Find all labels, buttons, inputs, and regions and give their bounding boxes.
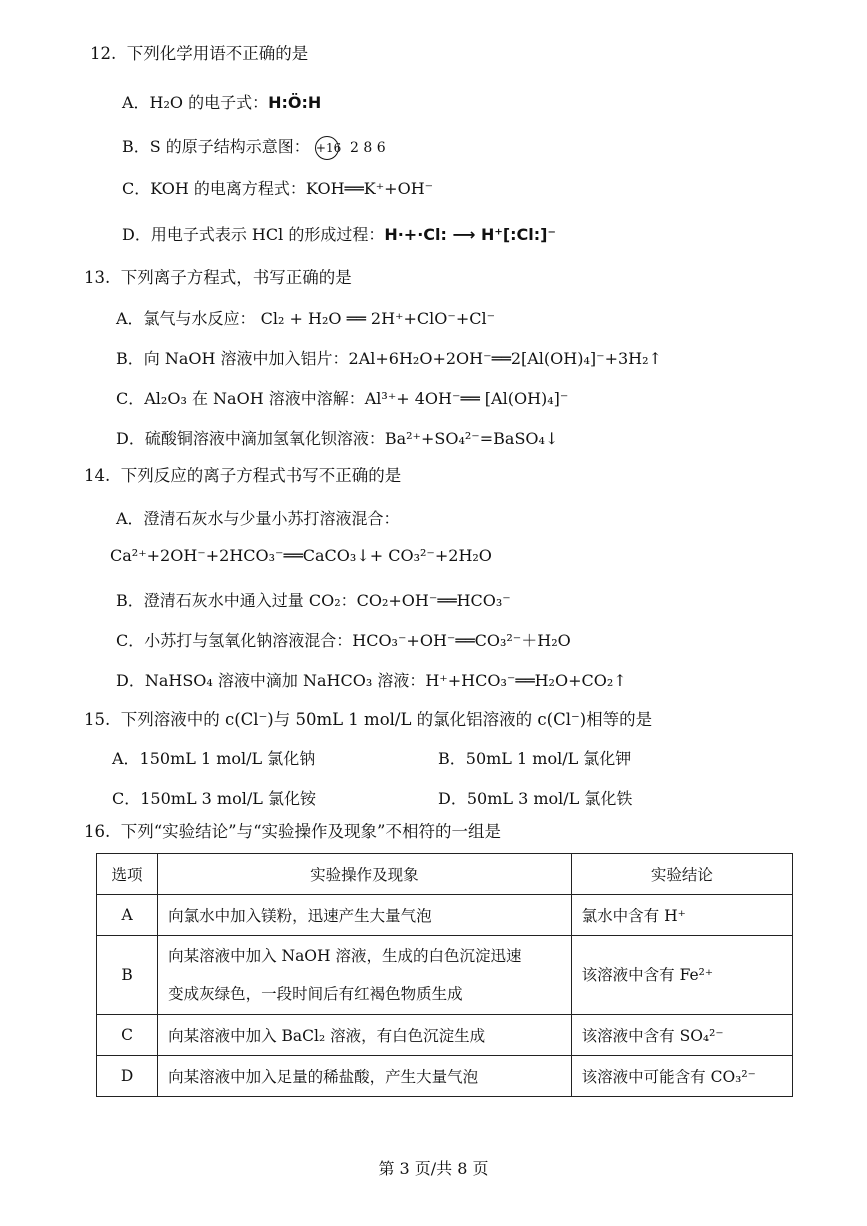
q15-option-a: A．150mL 1 mol/L 氯化钠	[112, 749, 316, 768]
table-row	[97, 895, 793, 936]
q12-option-c: C．KOH 的电离方程式：KOH══K⁺+OH⁻	[122, 179, 434, 198]
q12-option-b: B．S 的原子结构示意图： +16 2 8 6	[122, 134, 386, 160]
nucleus-circle: +16	[315, 136, 339, 160]
q14-option-a: A．澄清石灰水与少量小苏打溶液混合：	[116, 509, 400, 528]
row-operation: 向某溶液中加入 BaCl₂ 溶液，有白色沉淀生成	[158, 1015, 572, 1056]
row-option: C	[97, 1015, 158, 1056]
q15-stem: 15. 下列溶液中的 c(Cl⁻)与 50mL 1 mol/L 的氯化铝溶液的 c(Cl⁻)相等的是	[84, 710, 653, 729]
experiment-table	[96, 853, 793, 1097]
row-conclusion: 该溶液中含有 SO₄²⁻	[571, 1015, 792, 1056]
row-option: B	[97, 936, 158, 1015]
row-operation: 向氯水中加入镁粉，迅速产生大量气泡	[158, 895, 572, 936]
electron-shells: 2 8 6	[350, 139, 386, 156]
row-operation-line-2: 变成灰绿色，一段时间后有红褐色物质生成	[168, 985, 463, 1003]
header-conclusion: 实验结论	[571, 854, 792, 895]
row-operation: 向某溶液中加入足量的稀盐酸，产生大量气泡	[158, 1056, 572, 1097]
q12-option-d: D．用电子式表示 HCl 的形成过程：H·+·Cl: ⟶ H⁺[:Cl:]⁻	[122, 225, 556, 244]
q13-stem: 13. 下列离子方程式，书写正确的是	[84, 268, 352, 287]
q14-option-d: D．NaHSO₄ 溶液中滴加 NaHCO₃ 溶液：H⁺+HCO₃⁻══H₂O+CO₂↑	[116, 671, 627, 690]
row-option: A	[97, 895, 158, 936]
q14-option-b: B．澄清石灰水中通入过量 CO₂：CO₂+OH⁻══HCO₃⁻	[116, 591, 511, 610]
q13-option-d: D．硫酸铜溶液中滴加氢氧化钡溶液：Ba²⁺+SO₄²⁻=BaSO₄↓	[116, 429, 559, 448]
q15-option-c: C．150mL 3 mol/L 氯化铵	[112, 789, 316, 808]
table-row	[97, 1056, 793, 1097]
row-conclusion: 该溶液中可能含有 CO₃²⁻	[571, 1056, 792, 1097]
header-option: 选项	[97, 854, 158, 895]
q13-option-a: A．氯气与水反应： Cl₂ + H₂O ══ 2H⁺+ClO⁻+Cl⁻	[116, 309, 496, 328]
row-conclusion: 氯水中含有 H⁺	[571, 895, 792, 936]
row-operation-line-1: 向某溶液中加入 NaOH 溶液，生成的白色沉淀迅速	[168, 947, 522, 965]
table-row	[97, 1015, 793, 1056]
q15-option-d: D．50mL 3 mol/L 氯化铁	[438, 789, 633, 808]
q13-option-c: C．Al₂O₃ 在 NaOH 溶液中溶解：Al³⁺+ 4OH⁻══ [Al(OH)₄]⁻	[116, 389, 569, 408]
q14-option-c: C．小苏打与氢氧化钠溶液混合：HCO₃⁻+OH⁻══CO₃²⁻＋H₂O	[116, 631, 571, 650]
table-row	[97, 936, 793, 1015]
q14-option-a-equation: Ca²⁺+2OH⁻+2HCO₃⁻══CaCO₃↓+ CO₃²⁻+2H₂O	[110, 546, 492, 565]
q15-option-b: B．50mL 1 mol/L 氯化钾	[438, 749, 632, 768]
q16-stem: 16. 下列“实验结论”与“实验操作及现象”不相符的一组是	[84, 822, 501, 841]
row-conclusion: 该溶液中含有 Fe²⁺	[571, 936, 792, 1015]
row-operation	[158, 936, 572, 1015]
table-header-row	[97, 854, 793, 895]
q12-stem: 12. 下列化学用语不正确的是	[90, 44, 309, 63]
q12-option-a: A．H₂O 的电子式：H:Ö:H	[122, 93, 322, 112]
header-operation: 实验操作及现象	[158, 854, 572, 895]
q13-option-b: B．向 NaOH 溶液中加入铝片：2Al+6H₂O+2OH⁻══2[Al(OH)₄]⁻+3H₂↑	[116, 349, 662, 368]
row-option: D	[97, 1056, 158, 1097]
q14-stem: 14. 下列反应的离子方程式书写不正确的是	[84, 466, 402, 485]
page-footer: 第 3 页/共 8 页	[378, 1159, 489, 1178]
